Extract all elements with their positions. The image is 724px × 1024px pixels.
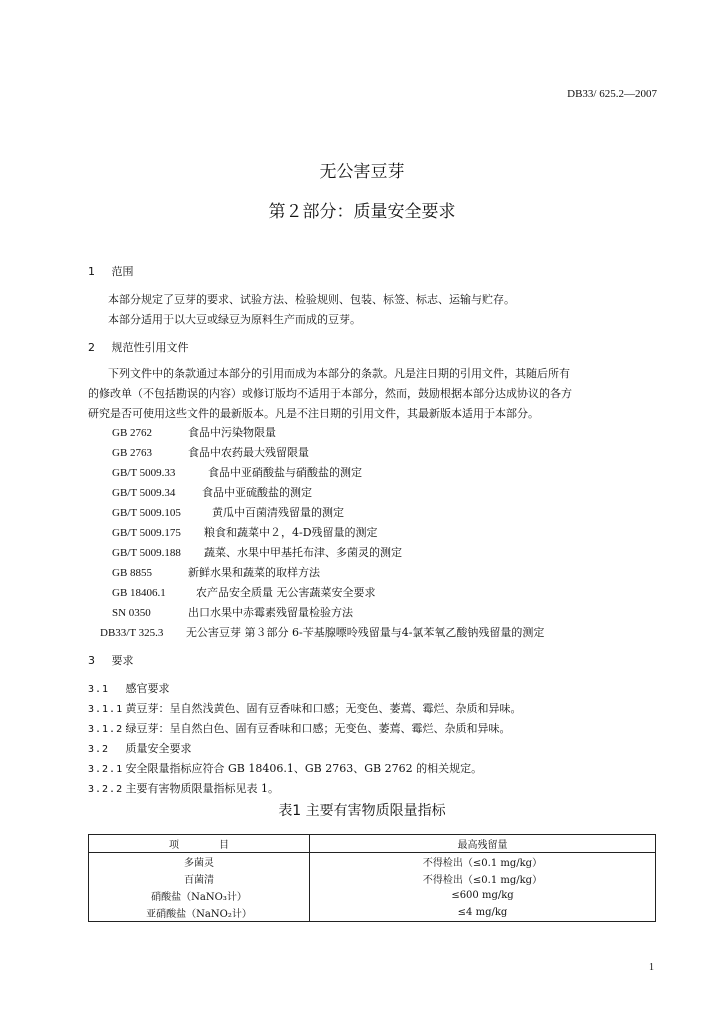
clause-3-2-1 [88, 760, 482, 776]
document-title: 无公害豆芽 [319, 162, 405, 182]
clause-text: 主要有害物质限量指标见表 1。 [125, 782, 279, 795]
section-number: 3 [88, 654, 95, 667]
subsection-number: 3.2 [88, 744, 110, 755]
table-header-cell: 项 目 [89, 835, 310, 853]
reference-item [112, 444, 309, 460]
reference-title: 食品中亚硝酸盐与硝酸盐的测定 [208, 466, 362, 479]
clause-text: 安全限量指标应符合 GB 18406.1、GB 2763、GB 2762 的相关规定。 [125, 762, 483, 775]
subsection-heading-sensory [88, 680, 170, 696]
reference-code: GB/T 5009.34 [112, 487, 176, 499]
table-cell: 不得检出（≤0.1 mg/kg） [310, 853, 656, 871]
section-heading-scope [88, 263, 134, 279]
subsection-heading-quality-safety [88, 740, 192, 756]
section-title: 规范性引用文件 [111, 341, 189, 354]
table-cell: 硝酸盐（NaNO₃计） [89, 887, 310, 904]
reference-item [100, 624, 544, 640]
table-cell: 百菌清 [89, 870, 310, 887]
clause-number: 3.1.2 [88, 724, 124, 735]
reference-code: GB/T 5009.175 [112, 527, 181, 539]
clause-3-1-1 [88, 700, 522, 716]
normative-intro-line-1: 下列文件中的条款通过本部分的引用而成为本部分的条款。凡是注日期的引用文件，其随后所有 [108, 367, 570, 380]
reference-item [112, 604, 353, 620]
reference-title: 食品中亚硫酸盐的测定 [202, 486, 312, 499]
reference-title: 食品中农药最大残留限量 [188, 446, 309, 459]
section-number: 2 [88, 341, 95, 354]
table-row [89, 853, 656, 871]
clause-number: 3.1.1 [88, 704, 124, 715]
reference-title: 新鲜水果和蔬菜的取样方法 [188, 566, 320, 579]
normative-intro-line-3: 研究是否可使用这些文件的最新版本。凡是不注日期的引用文件，其最新版本适用于本部分。 [88, 407, 539, 420]
reference-item [112, 584, 376, 600]
reference-item [112, 424, 276, 440]
document-subtitle: 第２部分：质量安全要求 [268, 202, 456, 222]
page-number: 1 [649, 962, 654, 973]
reference-code: GB 8855 [112, 567, 153, 579]
reference-title: 出口水果中赤霉素残留量检验方法 [188, 606, 353, 619]
table-row [89, 870, 656, 887]
clause-number: 3.2.1 [88, 764, 124, 775]
reference-title: 黄瓜中百菌清残留量的测定 [212, 506, 344, 519]
document-number: DB33/ 625.2—2007 [567, 88, 657, 100]
section-heading-requirements [88, 652, 134, 668]
subsection-title: 质量安全要求 [125, 742, 192, 755]
subsection-title: 感官要求 [125, 682, 170, 695]
subsection-number: 3.1 [88, 684, 110, 695]
clause-number: 3.2.2 [88, 784, 124, 795]
reference-code: SN 0350 [112, 607, 151, 619]
table-cell: 不得检出（≤0.1 mg/kg） [310, 870, 656, 887]
reference-code: GB 18406.1 [112, 587, 166, 599]
limits-table [88, 834, 656, 922]
reference-code: GB/T 5009.105 [112, 507, 181, 519]
reference-code: GB/T 5009.188 [112, 547, 181, 559]
reference-item [112, 524, 378, 540]
reference-code: GB 2763 [112, 447, 153, 459]
section-title: 要求 [111, 654, 134, 667]
reference-code: GB 2762 [112, 427, 153, 439]
section-title: 范围 [111, 265, 134, 278]
reference-item [112, 564, 320, 580]
table-header-row [89, 835, 656, 853]
reference-item [112, 464, 362, 480]
reference-item [112, 504, 344, 520]
table-cell: ≤4 mg/kg [310, 904, 656, 922]
reference-title: 无公害豆芽 第３部分 6-苄基腺嘌呤残留量与4-氯苯氧乙酸钠残留量的测定 [186, 626, 545, 639]
reference-title: 粮食和蔬菜中２，4-D残留量的测定 [204, 526, 378, 539]
table-caption: 表1 主要有害物质限量指标 [278, 803, 446, 819]
section-heading-normative [88, 339, 189, 355]
clause-text: 绿豆芽：呈自然白色、固有豆香味和口感；无变色、萎蔫、霉烂、杂质和异味。 [125, 722, 511, 735]
clause-3-1-2 [88, 720, 511, 736]
table-cell: 亚硝酸盐（NaNO₂计） [89, 904, 310, 922]
section-number: 1 [88, 265, 95, 278]
clause-3-2-2 [88, 780, 279, 796]
reference-item [112, 544, 402, 560]
normative-intro-line-2: 的修改单（不包括勘误的内容）或修订版均不适用于本部分，然而，鼓励根据本部分达成协议的各方 [88, 387, 572, 400]
reference-code: GB/T 5009.33 [112, 467, 176, 479]
reference-item [112, 484, 312, 500]
table-cell: ≤600 mg/kg [310, 887, 656, 904]
scope-paragraph-2: 本部分适用于以大豆或绿豆为原料生产而成的豆芽。 [108, 313, 361, 326]
reference-title: 农产品安全质量 无公害蔬菜安全要求 [196, 586, 376, 599]
reference-title: 蔬菜、水果中甲基托布津、多菌灵的测定 [204, 546, 402, 559]
clause-text: 黄豆芽：呈自然浅黄色、固有豆香味和口感；无变色、萎蔫、霉烂、杂质和异味。 [125, 702, 522, 715]
reference-code: DB33/T 325.3 [100, 627, 164, 639]
reference-title: 食品中污染物限量 [188, 426, 276, 439]
table-cell: 多菌灵 [89, 853, 310, 871]
table-header-cell: 最高残留量 [310, 835, 656, 853]
table-row [89, 904, 656, 922]
scope-paragraph-1: 本部分规定了豆芽的要求、试验方法、检验规则、包装、标签、标志、运输与贮存。 [108, 293, 515, 306]
table-row [89, 887, 656, 904]
